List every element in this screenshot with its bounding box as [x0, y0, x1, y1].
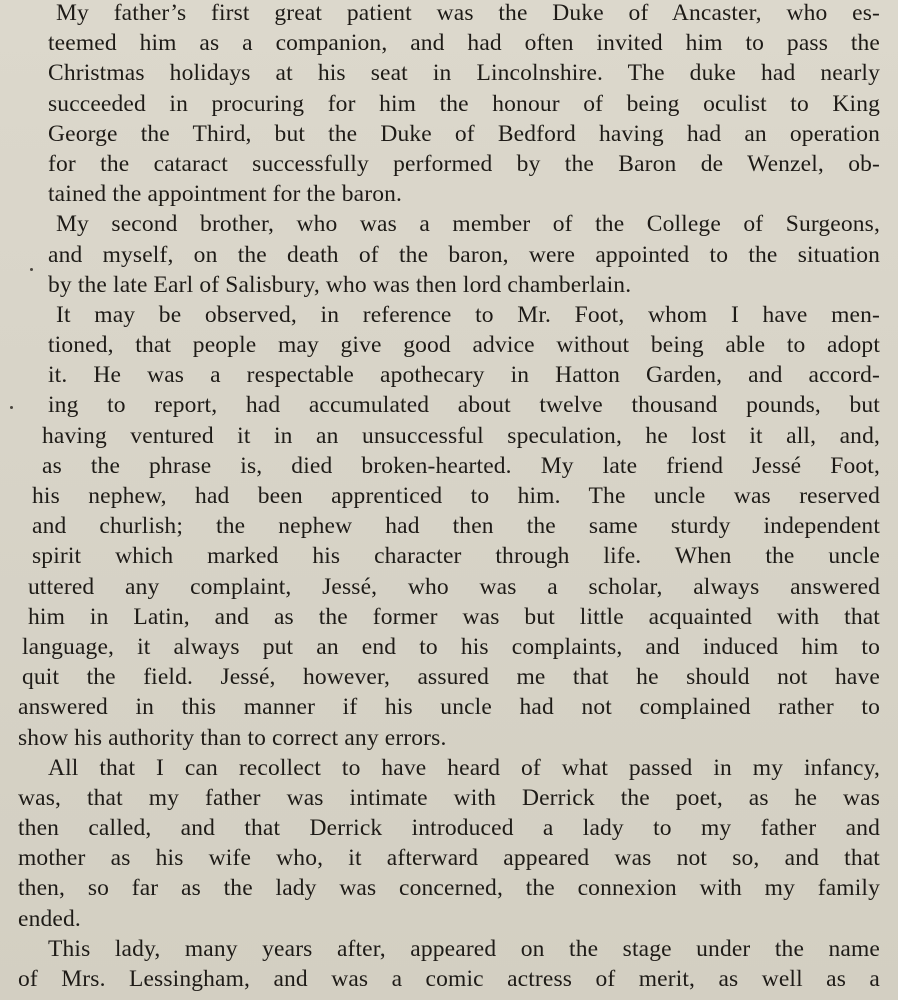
text-line: tioned, that people may give good advice without being able to adopt: [48, 332, 880, 359]
text-line: quit the field. Jessé, however, assured me that he should not have: [22, 664, 880, 691]
text-line: then, so far as the lady was concerned, the connexion with my family: [18, 875, 880, 902]
text-line: it. He was a respectable apothecary in Hatton Garden, and accord-: [48, 362, 880, 389]
text-line: George the Third, but the Duke of Bedford having had an operation: [48, 120, 880, 147]
text-line: and myself, on the death of the baron, were appointed to the situation: [48, 241, 880, 268]
paper-speck: [10, 406, 13, 409]
text-line: him in Latin, and as the former was but little acquainted with that: [28, 603, 880, 630]
text-line: ing to report, had accumulated about twelve thousand pounds, but: [48, 392, 880, 419]
paper-speck: [30, 268, 33, 271]
text-line: My second brother, who was a member of the College of Surgeons,: [56, 211, 880, 238]
text-line: All that I can recollect to have heard of what passed in my infancy,: [48, 754, 880, 781]
text-line: was, that my father was intimate with Derrick the poet, as he was: [18, 784, 880, 811]
text-line: teemed him as a companion, and had often invited him to pass the: [48, 30, 880, 57]
text-line: his nephew, had been apprenticed to him. The uncle was reserved: [32, 483, 880, 509]
text-line: language, it always put an end to his complaints, and induced him to: [22, 633, 880, 660]
text-line: It may be observed, in reference to Mr. Foot, whom I have men-: [56, 301, 880, 328]
text-line: having ventured it in an unsuccessful speculation, he lost it all, and,: [42, 422, 880, 449]
text-line: of Mrs. Lessingham, and was a comic actress of merit, as well as a: [18, 966, 880, 992]
text-line: answered in this manner if his uncle had not complained rather to: [18, 694, 880, 721]
text-line: tained the appointment for the baron.: [48, 181, 403, 208]
page-text: [18, 0, 880, 994]
text-line: show his authority than to correct any errors.: [18, 724, 447, 751]
text-line: This lady, many years after, appeared on the stage under the name: [48, 935, 880, 962]
text-line: by the late Earl of Salisbury, who was then lord chamberlain.: [48, 271, 632, 298]
text-line: as the phrase is, died broken-hearted. My late friend Jessé Foot,: [42, 452, 880, 479]
text-line: then called, and that Derrick introduced a lady to my father and: [18, 815, 880, 842]
text-line: mother as his wife who, it afterward appeared was not so, and that: [18, 845, 880, 872]
text-line: uttered any complaint, Jessé, who was a scholar, always answered: [28, 573, 880, 600]
text-line: Christmas holidays at his seat in Lincolnshire. The duke had nearly: [48, 60, 880, 87]
text-line: and churlish; the nephew had then the same sturdy independent: [32, 513, 880, 540]
text-line: ended.: [18, 905, 81, 932]
text-line: spirit which marked his character through life. When the uncle: [32, 543, 880, 570]
text-line: My father’s first great patient was the Duke of Ancaster, who es-: [56, 0, 880, 26]
text-line: for the cataract successfully performed by the Baron de Wenzel, ob-: [48, 150, 880, 177]
text-line: succeeded in procuring for him the honour of being oculist to King: [48, 90, 880, 117]
